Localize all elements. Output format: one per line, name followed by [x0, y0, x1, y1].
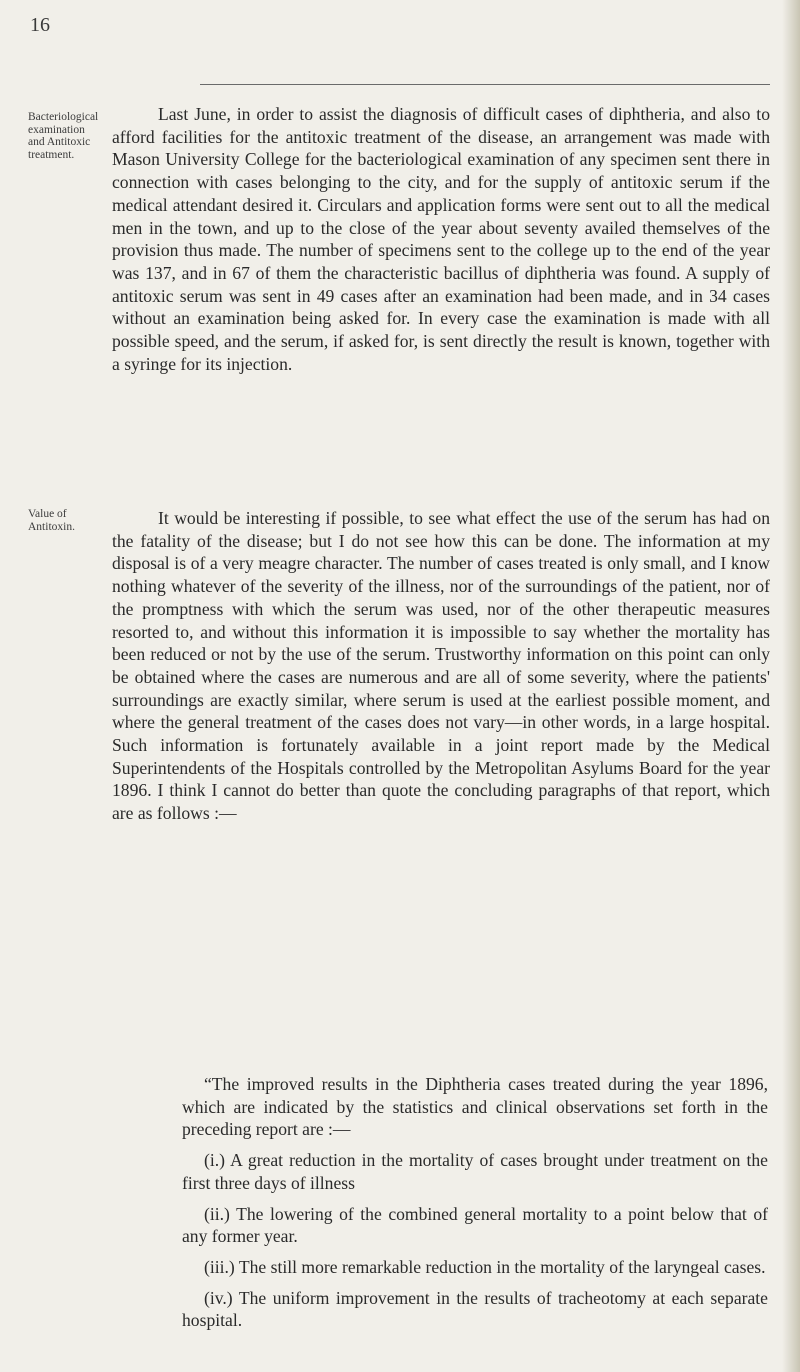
margin-note-line: treatment. — [28, 148, 75, 161]
body-paragraph: Last June, in order to assist the diagnosis of difficult cases of diphtheria, and also to afford facilities for the antitoxic treatment of the disease, an arrangement was made with Mason University College for the bacteriological examination of any specimen sent there in connection with cases belonging to the city, and for the supply of antitoxic serum if the medical attendant desired it. Circulars and application forms were sent out to all the medical men in the town, and up to the close of the year about seventy availed themselves of the provision thus made. The number of specimens sent to the college up to the end of the year was 137, and in 67 of them the characteristic bacillus of diphtheria was found. A supply of antitoxic serum was sent in 49 cases after an examination had been made, and in 34 cases without an examination being asked for. In every case the examination is made with all possible speed, and the serum, if asked for, is sent directly the result is known, together with a syringe for its injection. — [112, 104, 770, 374]
page-edge-shadow — [782, 0, 800, 1372]
page-number: 16 — [30, 14, 50, 36]
body-paragraph: It would be interesting if possible, to see what effect the use of the serum has had on the fatality of the disease; but I do not see how this can be done. The information at my disposal is of a very meagre character. The number of cases treated is only small, and I know nothing whatever of the severity of the illness, nor of the surroundings of the patient, nor of the promptness with which the serum was used, nor of the other therapeutic measures resorted to, and without this information it is impossible to say whether the mortality has been reduced or not by the use of the serum. Trustworthy information on this point can only be obtained where the cases are numerous and are all of some severity, where the patients' surroundings are exactly similar, where serum is used at the earliest possible moment, and where the general treatment of the cases does not vary—in other words, in a large hospital. Such information is fortunately available in a joint report made by the Medical Superintendents of the Hospitals controlled by the Metropolitan Asylums Board for the year 1896. I think I cannot do better than quote the concluding paragraphs of that report, which are as follows :— — [112, 508, 770, 824]
quote-item: (iii.) The still more remarkable reduction in the mortality of the laryngeal cases. — [204, 1256, 766, 1277]
quote-item: (i.) A great reduction in the mortality of cases brought under treatment on the first three days of illness — [182, 1150, 768, 1193]
margin-note-line: Antitoxin. — [28, 520, 75, 533]
margin-note-bacteriological — [28, 111, 100, 161]
margin-note-line: Value of — [28, 508, 67, 520]
quote-item: (ii.) The lowering of the combined general mortality to a point below that of any former year. — [182, 1203, 768, 1247]
margin-note-line: examination — [28, 123, 85, 136]
margin-note-value-of-antitoxin — [28, 508, 100, 533]
quote-intro: “The improved results in the Diphtheria cases treated during the year 1896, which are indicated by the statistics and clinical observations set forth in the preceding report are :— — [182, 1074, 768, 1140]
margin-note-line: and Antitoxic — [28, 136, 91, 148]
body-paragraph-1-block — [112, 103, 770, 375]
quoted-report — [182, 1073, 768, 1340]
quote-item: (iv.) The uniform improvement in the results of tracheotomy at each separate hospital. — [182, 1287, 768, 1331]
header-rule — [200, 84, 770, 85]
body-paragraph-2-block — [112, 507, 770, 825]
margin-note-line: Bacteriological — [28, 111, 99, 123]
